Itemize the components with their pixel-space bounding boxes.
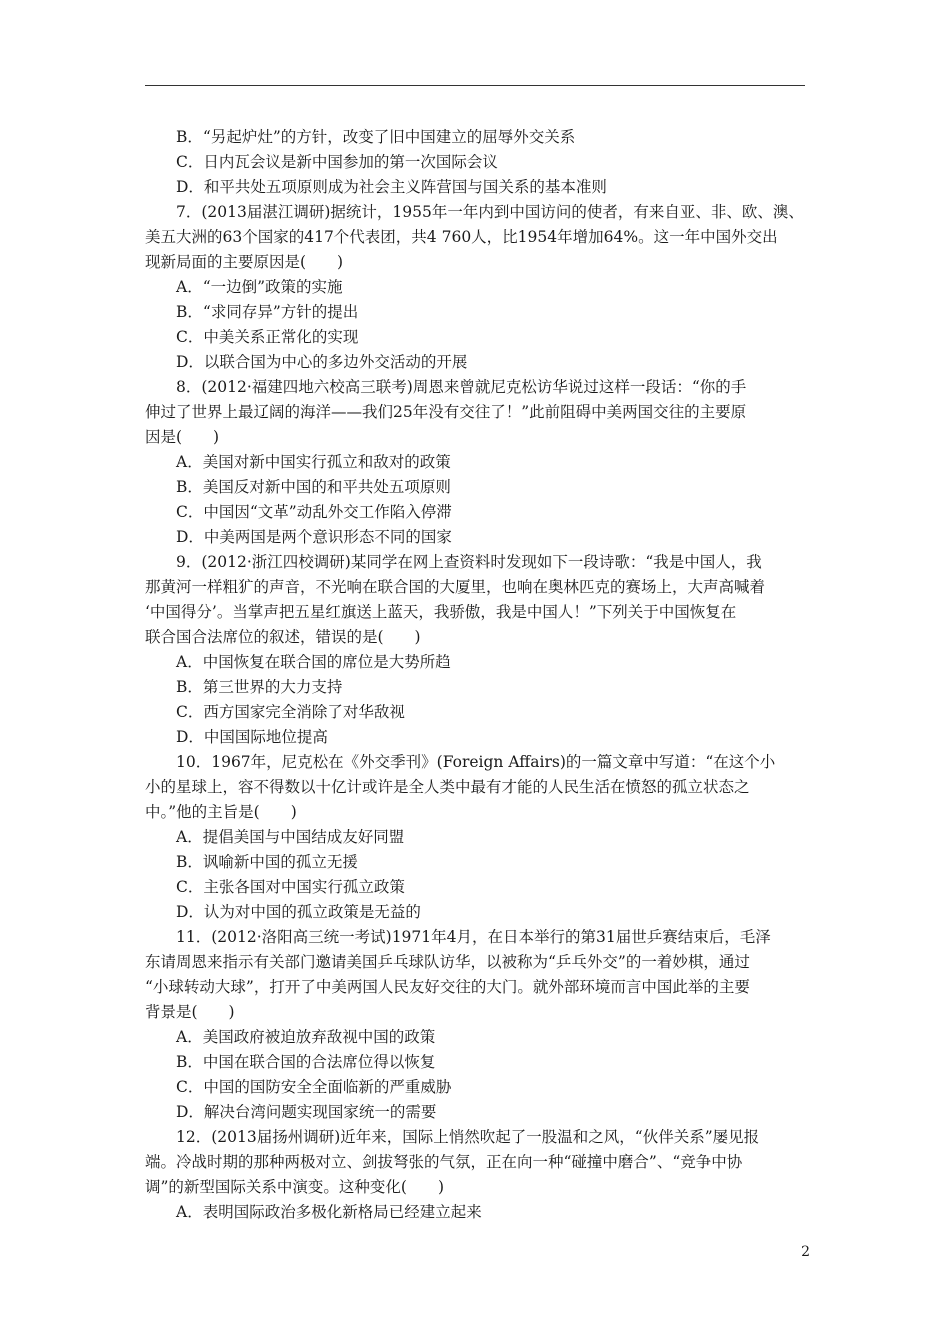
answer-option-line: D．解决台湾问题实现国家统一的需要 <box>176 1103 437 1121</box>
answer-option-line: C．中美关系正常化的实现 <box>176 328 359 346</box>
question-text-line: 那黄河一样粗犷的声音，不光响在联合国的大厦里，也响在奥林匹克的赛场上，大声高喊着 <box>145 578 766 596</box>
answer-option-line: A．提倡美国与中国结成友好同盟 <box>176 828 405 846</box>
question-text-line: 10．1967年，尼克松在《外交季刊》(Foreign Affairs)的一篇文章中写道：“在这个小 <box>176 753 776 771</box>
question-text-line: 端。冷战时期的那种两极对立、剑拔弩张的气氛，正在向一种“碰撞中磨合”、“竞争中协 <box>145 1153 743 1171</box>
answer-option-line: C．日内瓦会议是新中国参加的第一次国际会议 <box>176 153 498 171</box>
answer-option-line: B．“求同存异”方针的提出 <box>176 303 359 321</box>
answer-option-line: D．和平共处五项原则成为社会主义阵营国与国关系的基本准则 <box>176 178 607 196</box>
question-text-line: 现新局面的主要原因是( ) <box>145 253 344 271</box>
question-text-line: 东请周恩来指示有关部门邀请美国乒乓球队访华，以被称为“乒乓外交”的一着妙棋，通过 <box>145 953 750 971</box>
answer-option-line: C．西方国家完全消除了对华敌视 <box>176 703 405 721</box>
answer-option-line: B．第三世界的大力支持 <box>176 678 343 696</box>
answer-option-line: A．“一边倒”政策的实施 <box>176 278 343 296</box>
answer-option-line: A．美国对新中国实行孤立和敌对的政策 <box>176 453 451 471</box>
question-text-line: 8．(2012·福建四地六校高三联考)周恩来曾就尼克松访华说过这样一段话：“你的手 <box>176 378 747 396</box>
question-text-line: 11．(2012·洛阳高三统一考试)1971年4月，在日本举行的第31届世乒赛结束后，毛泽 <box>176 928 771 946</box>
page-number: 2 <box>801 1244 810 1260</box>
question-text-line: 中。”他的主旨是( ) <box>145 803 297 821</box>
answer-option-line: D．以联合国为中心的多边外交活动的开展 <box>176 353 468 371</box>
question-text-line: 7．(2013届湛江调研)据统计，1955年一年内到中国访问的使者，有来自亚、非、欧、澳、 <box>176 203 804 221</box>
question-text-line: 背景是( ) <box>145 1003 235 1021</box>
answer-option-line: C．中国因“文革”动乱外交工作陷入停滞 <box>176 503 452 521</box>
question-text-line: 因是( ) <box>145 428 220 446</box>
answer-option-line: A．表明国际政治多极化新格局已经建立起来 <box>176 1203 482 1221</box>
question-text-line: “小球转动大球”，打开了中美两国人民友好交往的大门。就外部环境而言中国此举的主要 <box>145 978 750 996</box>
document-body <box>145 125 809 1225</box>
answer-option-line: A．美国政府被迫放弃敌视中国的政策 <box>176 1028 436 1046</box>
question-text-line: 12．(2013届扬州调研)近年来，国际上悄然吹起了一股温和之风，“伙伴关系”屡见报 <box>176 1128 760 1146</box>
answer-option-line: B．“另起炉灶”的方针，改变了旧中国建立的屈辱外交关系 <box>176 128 576 146</box>
question-text-line: ‘中国得分’。当掌声把五星红旗送上蓝天，我骄傲，我是中国人！”下列关于中国恢复在 <box>145 603 737 621</box>
answer-option-line: D．中美两国是两个意识形态不同的国家 <box>176 528 452 546</box>
answer-option-line: B．中国在联合国的合法席位得以恢复 <box>176 1053 436 1071</box>
answer-option-line: C．中国的国防安全全面临新的严重威胁 <box>176 1078 452 1096</box>
question-text-line: 伸过了世界上最辽阔的海洋——我们25年没有交往了！”此前阻碍中美两国交往的主要原 <box>145 403 747 421</box>
question-text-line: 9．(2012·浙江四校调研)某同学在网上查资料时发现如下一段诗歌：“我是中国人，我 <box>176 553 762 571</box>
answer-option-line: C．主张各国对中国实行孤立政策 <box>176 878 405 896</box>
question-text-line: 调”的新型国际关系中演变。这种变化( ) <box>145 1178 445 1196</box>
answer-option-line: D．中国国际地位提高 <box>176 728 328 746</box>
answer-option-line: D．认为对中国的孤立政策是无益的 <box>176 903 421 921</box>
answer-option-line: B．美国反对新中国的和平共处五项原则 <box>176 478 451 496</box>
header-rule <box>145 85 805 86</box>
question-text-line: 美五大洲的63个国家的417个代表团，共4 760人，比1954年增加64%。这一年中国外交出 <box>145 228 778 246</box>
answer-option-line: A．中国恢复在联合国的席位是大势所趋 <box>176 653 451 671</box>
question-text-line: 联合国合法席位的叙述，错误的是( ) <box>145 628 421 646</box>
answer-option-line: B．讽喻新中国的孤立无援 <box>176 853 358 871</box>
question-text-line: 小的星球上，容不得数以十亿计或许是全人类中最有才能的人民生活在愤怒的孤立状态之 <box>145 778 750 796</box>
